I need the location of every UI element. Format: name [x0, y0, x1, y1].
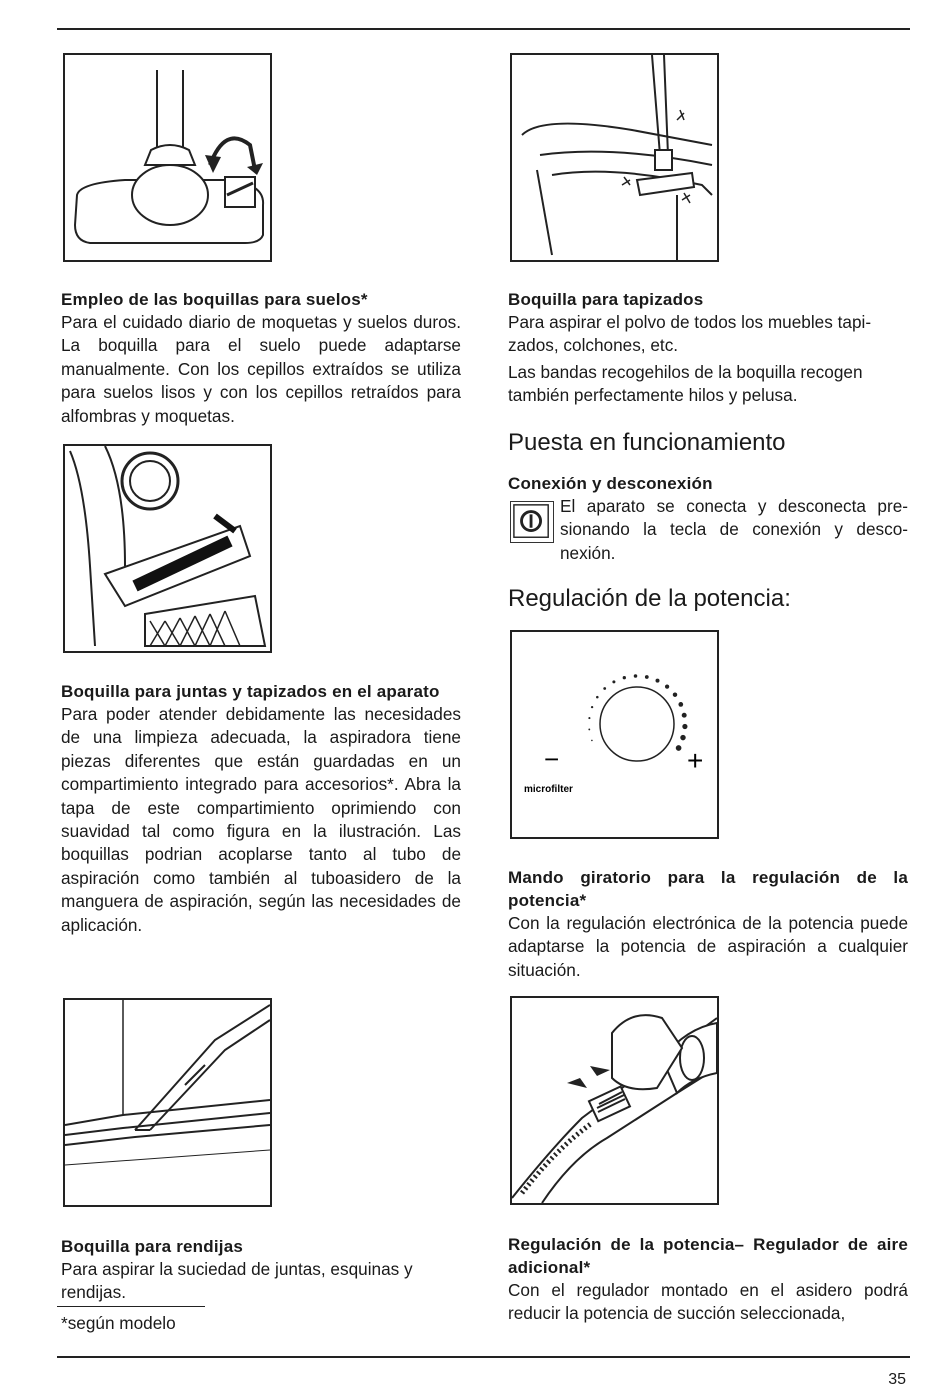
dial-dot: [591, 740, 593, 742]
power-button-icon: [510, 501, 554, 543]
footnote-text: *según modelo: [61, 1313, 176, 1333]
floor-nozzle-title: Empleo de las boquillas para suelos*: [61, 290, 368, 309]
air-regulator-section: [508, 1233, 908, 1326]
startup-text-block: [560, 495, 908, 565]
dial-dot: [682, 724, 687, 729]
dial-dot: [656, 679, 660, 683]
upholstery-nozzle-text-1: Para aspirar el polvo de todos los muebles tapi-zados, colchones, etc.: [508, 312, 872, 356]
dial-dot: [612, 680, 615, 683]
rotary-knob-text: Con la regulación electrónica de la potencia puede adaptarse la potencia de aspiración a cualquier situación.: [508, 913, 908, 980]
joint-nozzle-section: [61, 680, 461, 937]
air-regulator-illustration: [510, 996, 719, 1205]
crevice-nozzle-text: Para aspirar la suciedad de juntas, esquinas y rendijas.: [61, 1259, 413, 1303]
air-regulator-text: Con el regulador montado en el asidero podrá reducir la potencia de succión seleccionada,: [508, 1280, 908, 1324]
dial-plus: +: [687, 745, 704, 776]
joint-nozzle-text: Para poder atender debidamente las necesidades de una limpieza adecuada, la aspiradora tiene piezas diferentes que están guardadas en un compartimiento integrado para accesorios*. Abra la tapa de este compartimiento oprimiendo con suavidad tal como figura en la ilustración. Las boquillas podrian acoplarse tanto al tubo de aspiración como también al tuboasidero de la manguera de aspiración, según las necesidades de aplicación.: [61, 704, 461, 935]
startup-text: El aparato se conecta y desconecta pre-sionando la tecla de conexión y desco-nexión.: [560, 496, 908, 563]
dial-dot: [678, 702, 683, 707]
startup-section: [508, 428, 908, 495]
upholstery-nozzle-text-2: Las bandas recogehilos de la boquilla recogen también perfectamente hilos y pelusa.: [508, 361, 863, 406]
dial-dot: [588, 728, 590, 730]
startup-heading: Puesta en funcionamiento: [508, 429, 786, 456]
dial-dot: [676, 745, 682, 751]
crevice-nozzle-title: Boquilla para rendijas: [61, 1237, 244, 1256]
dial-dot: [682, 713, 687, 718]
dial-dot: [623, 676, 626, 679]
crevice-nozzle-section: [61, 1235, 461, 1305]
power-regulation-heading: Regulación de la potencia:: [508, 585, 791, 612]
floor-nozzle-text: Para el cuidado diario de moquetas y suelos duros. La boquilla para el suelo puede adaptarse manualmente. Con los cepillos extraídos se utiliza para suelos lisos y con los cepillos retraídos para alfombras y moquetas.: [61, 312, 461, 426]
dial-brand: microfilter: [524, 784, 573, 795]
upholstery-nozzle-title: Boquilla para tapizados: [508, 290, 704, 309]
dial-dot: [596, 696, 599, 699]
dial-dot: [673, 692, 677, 696]
page-number: 35: [888, 1371, 906, 1388]
air-regulator-title: Regulación de la potencia– Regulador de aire adicional*: [508, 1235, 908, 1277]
dial-dot: [680, 735, 685, 740]
floor-nozzle-illustration: [63, 53, 272, 262]
power-dial-illustration: [510, 630, 719, 839]
joint-nozzle-title: Boquilla para juntas y tapizados en el aparato: [61, 682, 440, 701]
dial-dot: [603, 687, 606, 690]
dial-dot: [645, 675, 649, 679]
floor-nozzle-section: [61, 288, 461, 428]
footnote: [61, 1312, 461, 1335]
rotary-knob-section: [508, 866, 908, 982]
accessory-compartment-illustration: [63, 444, 272, 653]
rotary-knob-title: Mando giratorio para la regulación de la potencia*: [508, 868, 908, 910]
crevice-nozzle-illustration: [63, 998, 272, 1207]
footnote-rule: [57, 1306, 205, 1307]
dial-dot: [591, 706, 593, 708]
power-regulation-section: [508, 584, 908, 614]
dial-dot: [634, 674, 638, 678]
bottom-rule: [57, 1356, 910, 1358]
startup-subtitle: Conexión y desconexión: [508, 474, 713, 493]
dial-dot: [665, 684, 669, 688]
upholstery-nozzle-section: [508, 288, 908, 408]
dial-dot: [588, 717, 590, 719]
top-rule: [57, 28, 910, 30]
dial-minus: −: [544, 744, 560, 774]
upholstery-nozzle-illustration: [510, 53, 719, 262]
